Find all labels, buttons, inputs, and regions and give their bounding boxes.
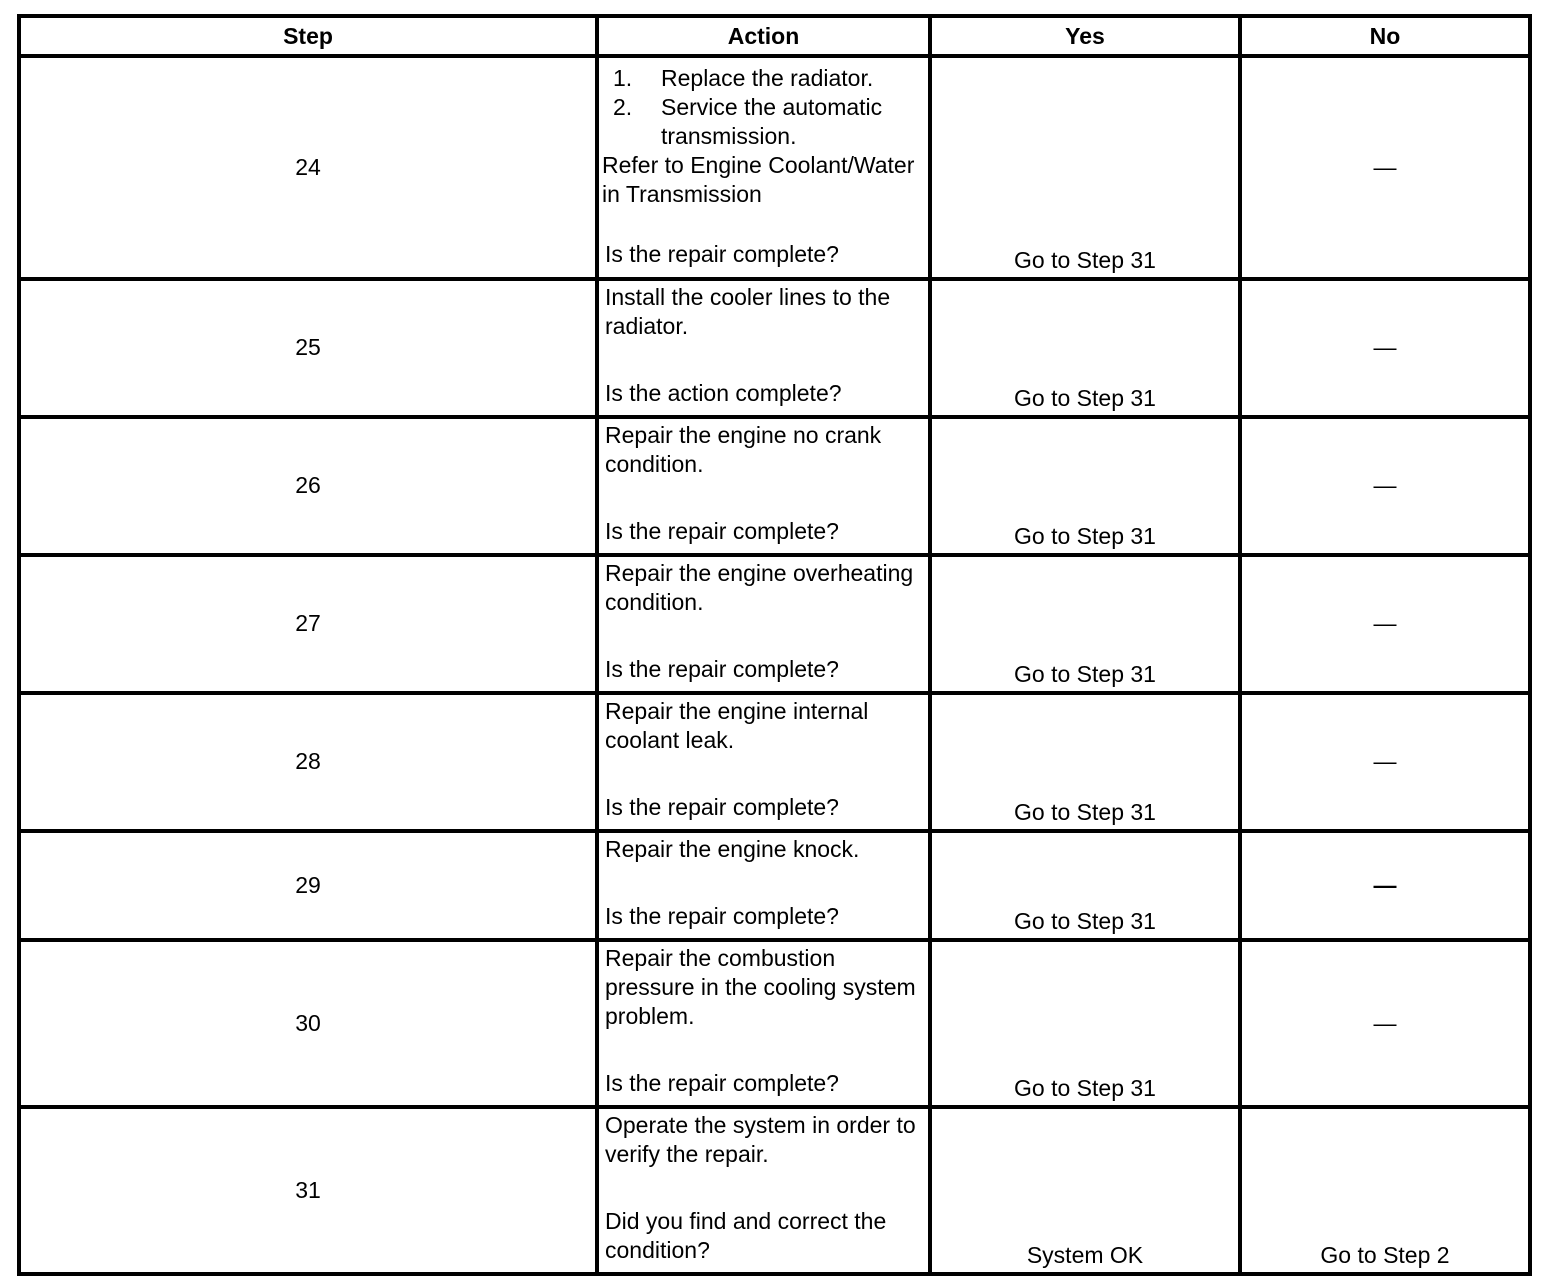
question-text: Is the repair complete? bbox=[605, 793, 839, 820]
action-cell bbox=[597, 555, 930, 693]
no-cell: — bbox=[1240, 417, 1530, 555]
header-row bbox=[19, 16, 1530, 56]
action-cell bbox=[597, 1107, 930, 1274]
yes-cell: Go to Step 31 bbox=[930, 831, 1240, 940]
table-row bbox=[19, 279, 1530, 417]
action-cell bbox=[597, 693, 930, 831]
list-item: 1. Replace the radiator. bbox=[613, 65, 874, 91]
list-item: 2. Service the automatic transmission. bbox=[613, 94, 883, 149]
question-text: Is the action complete? bbox=[605, 379, 842, 406]
yes-cell: Go to Step 31 bbox=[930, 417, 1240, 555]
diagnostic-table bbox=[17, 14, 1532, 1276]
action-cell bbox=[597, 417, 930, 555]
step-number: 29 bbox=[19, 831, 597, 940]
question-text: Did you find and correct the condition? bbox=[605, 1207, 887, 1263]
action-cell bbox=[597, 940, 930, 1107]
no-cell: — bbox=[1240, 940, 1530, 1107]
action-list bbox=[605, 64, 924, 151]
no-cell: — bbox=[1240, 56, 1530, 279]
yes-cell: Go to Step 31 bbox=[930, 693, 1240, 831]
header-no: No bbox=[1240, 16, 1530, 56]
table-row bbox=[19, 693, 1530, 831]
action-text: Operate the system in order to verify the repair. bbox=[605, 1111, 916, 1167]
no-cell: — bbox=[1240, 831, 1530, 940]
action-text: Install the cooler lines to the radiator. bbox=[605, 283, 891, 339]
yes-cell: Go to Step 31 bbox=[930, 279, 1240, 417]
step-number: 28 bbox=[19, 693, 597, 831]
action-cell bbox=[597, 279, 930, 417]
yes-cell: System OK bbox=[930, 1107, 1240, 1274]
action-text: Repair the engine knock. bbox=[605, 835, 860, 862]
header-action: Action bbox=[597, 16, 930, 56]
yes-cell: Go to Step 31 bbox=[930, 940, 1240, 1107]
question-text: Is the repair complete? bbox=[605, 517, 839, 544]
no-cell: Go to Step 2 bbox=[1240, 1107, 1530, 1274]
table-row bbox=[19, 555, 1530, 693]
table-row bbox=[19, 56, 1530, 279]
no-cell: — bbox=[1240, 555, 1530, 693]
table-row bbox=[19, 417, 1530, 555]
header-yes: Yes bbox=[930, 16, 1240, 56]
reference-text: Refer to Engine Coolant/Water in Transmission bbox=[602, 152, 915, 207]
step-number: 27 bbox=[19, 555, 597, 693]
question-text: Is the repair complete? bbox=[605, 1069, 839, 1096]
action-text: Repair the engine internal coolant leak. bbox=[605, 697, 869, 753]
step-number: 24 bbox=[19, 56, 597, 279]
no-cell: — bbox=[1240, 693, 1530, 831]
action-text: Repair the engine overheating condition. bbox=[605, 559, 914, 615]
step-number: 25 bbox=[19, 279, 597, 417]
action-cell bbox=[597, 56, 930, 279]
action-cell bbox=[597, 831, 930, 940]
action-text: Repair the combustion pressure in the cooling system problem. bbox=[605, 944, 916, 1029]
question-text: Is the repair complete? bbox=[605, 902, 839, 929]
yes-cell: Go to Step 31 bbox=[930, 56, 1240, 279]
table-row bbox=[19, 1107, 1530, 1274]
question-text: Is the repair complete? bbox=[605, 655, 839, 682]
step-number: 31 bbox=[19, 1107, 597, 1274]
table-row bbox=[19, 831, 1530, 940]
header-step: Step bbox=[19, 16, 597, 56]
step-number: 30 bbox=[19, 940, 597, 1107]
action-text: Repair the engine no crank condition. bbox=[605, 421, 882, 477]
step-number: 26 bbox=[19, 417, 597, 555]
no-cell: — bbox=[1240, 279, 1530, 417]
question-text: Is the repair complete? bbox=[605, 241, 839, 267]
yes-cell: Go to Step 31 bbox=[930, 555, 1240, 693]
table-row bbox=[19, 940, 1530, 1107]
